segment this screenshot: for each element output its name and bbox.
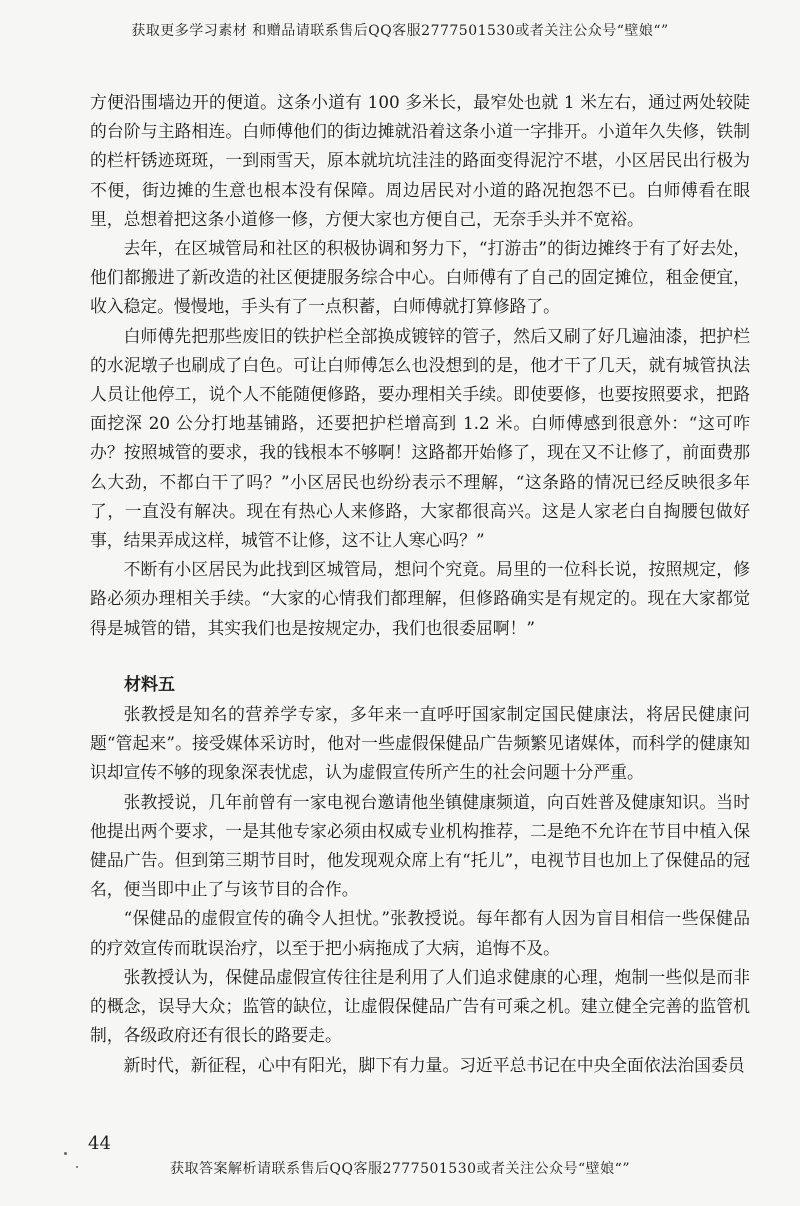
paragraph-3: 白师傅先把那些废旧的铁护栏全部换成镀锌的管子，然后又刷了好几遍油漆，把护栏的水泥墩子也刷成了白色。可让白师傅怎么也没想到的是，他才干了几天，就有城管执法人员让他停工，说个人不能随便修路，要办理相关手续。即使要修，也要按照要求，把路面挖深 20 公分打地基铺路，还要把护栏增高到 1.2 米。白师傅感到很意外：“这可咋办？按照城管的要求，我的钱根本不够啊！这路都开始修了，现在又不让修了，前面费那么大劲，不都白干了吗？”小区居民也纷纷表示不理解，“这条路的情况已经反映很多年了，一直没有解决。现在有热心人来修路，大家都很高兴。这是人家老白自掏腰包做好事，结果弄成这样，城管不让修，这不让人寒心吗？” (90, 325, 750, 551)
section-paragraph-4: 张教授认为，保健品虚假宣传往往是利用了人们追求健康的心理，炮制一些似是而非的概念，误导大众；监管的缺位，让虚假保健品广告有可乘之机。建立健全完善的监管机制，各级政府还有很长的路要走。 (90, 966, 750, 1046)
document-body (90, 88, 750, 1080)
section-paragraph-2: 张教授说，几年前曾有一家电视台邀请他坐镇健康频道，向百姓普及健康知识。当时他提出两个要求，一是其他专家必须由权威专业机构推荐，二是绝不允许在节目中植入保健品广告。但到第三期节目时，他发现观众席上有“托儿”，电视节目也加上了保健品的冠名，便当即中止了与该节目的合作。 (90, 791, 750, 900)
page-footer-watermark: 获取答案解析请联系售后QQ客服2777501530或者关注公众号“壁娘“” (170, 1161, 630, 1177)
paragraph-1: 方便沿围墙边开的便道。这条小道有 100 多米长，最窄处也就 1 米左右，通过两处较陡的台阶与主路相连。白师傅他们的街边摊就沿着这条小道一字排开。小道年久失修，铁制的栏杆锈迹斑斑，一到雨雪天，原本就坑坑洼洼的路面变得泥泞不堪，小区居民出行极为不便，街边摊的生意也根本没有保障。周边居民对小道的路况抱怨不已。白师傅看在眼里，总想着把这条小道修一修，方便大家也方便自己，无奈手头并不宽裕。 (90, 92, 750, 229)
paragraph-4: 不断有小区居民为此找到区城管局，想问个究竟。局里的一位科长说，按照规定，修路必须办理相关手续。“大家的心情我们都理解，但修路确实是有规定的。现在大家都觉得是城管的错，其实我们也是按规定办，我们也很委屈啊！” (90, 559, 750, 638)
section-paragraph-3: “保健品的虚假宣传的确令人担忧。”张教授说。每年都有人因为盲目相信一些保健品的疗效宣传而耽误治疗，以至于把小病拖成了大病，追悔不及。 (90, 908, 750, 958)
page-number: 44 (88, 1133, 111, 1154)
section-paragraph-1: 张教授是知名的营养学专家，多年来一直呼吁国家制定国民健康法，将居民健康问题“管起来”。接受媒体采访时，他对一些虚假保健品广告频繁见诸媒体，而科学的健康知识却宣传不够的现象深表忧虑，认为虚假宣传所产生的社会问题十分严重。 (90, 704, 750, 783)
section-paragraph-5: 新时代，新征程，心中有阳光，脚下有力量。习近平总书记在中央全面依法治国委员 (123, 1054, 745, 1075)
paragraph-2: 去年，在区城管局和社区的积极协调和努力下，“打游击”的街边摊终于有了好去处，他们都搬进了新改造的社区便捷服务综合中心。白师傅有了自己的固定摊位，租金便宜，收入稳定。慢慢地，手头有了一点积蓄，白师傅就打算修路了。 (90, 238, 750, 317)
section-title: 材料五 (124, 674, 175, 695)
page-header-watermark: 获取更多学习素材 和赠品请联系售后QQ客服2777501530或者关注公众号“壁娘“” (131, 23, 669, 39)
scan-speck (64, 1152, 67, 1155)
